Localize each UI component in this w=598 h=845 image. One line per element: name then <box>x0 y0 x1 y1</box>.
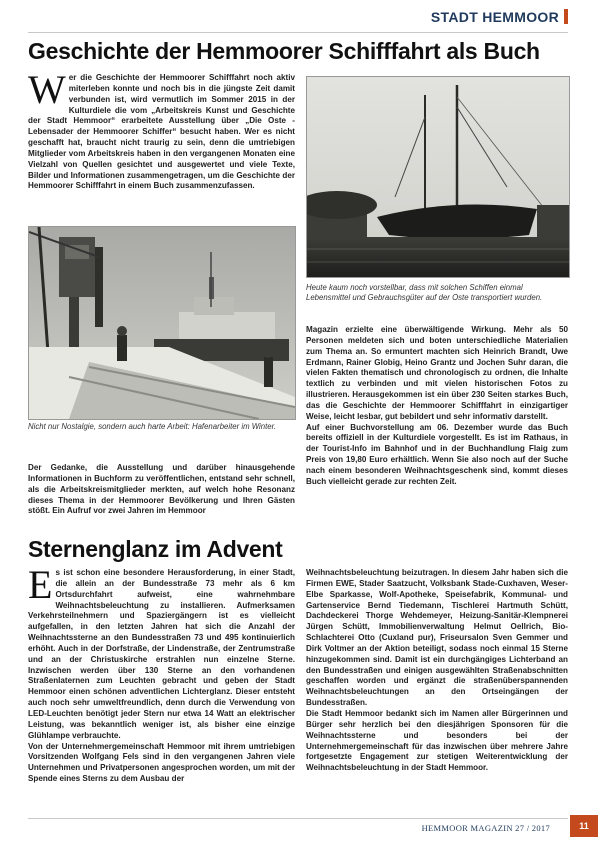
article-2-left-paragraph-2: Von der Unternehmergemeinschaft Hemmoor mit ihrem umtriebigen Vorsitzenden Wolfgang Fels sind in den vergangenen Jahren viele Unternehmen und Privatpersonen angesprochen worden, um mit der Spende eines Sterns zu dem Ausbau der <box>28 741 295 784</box>
article-2-left-text <box>28 562 295 785</box>
header-divider <box>28 32 568 33</box>
article-1-left-text: Der Gedanke, die Ausstellung und darüber hinausgehende Informationen in Buchform zu veröffentlichen, entstand sehr schnell, als die Arbeitskreismitglieder merkten, auf welch hohe Resonanz dieses Thema in der Hemmoorer Bevölkerung und Ihren Gästen stößt. Ein Aufruf vor zwei Jahren im Hemmoor <box>28 463 295 516</box>
article-1-title: Geschichte der Hemmoorer Schifffahrt als Buch <box>28 38 540 64</box>
photo-harbor-winter <box>28 226 296 420</box>
footer-magazine: HEMMOOR MAGAZIN 27 / 2017 <box>421 823 550 833</box>
article-1-intro <box>28 67 295 192</box>
dropcap-e: E <box>28 562 53 607</box>
section-label: STADT HEMMOOR <box>431 9 568 25</box>
article-2-right-paragraph-2: Die Stadt Hemmoor bedankt sich im Namen aller Bürgerinnen und Bürger sehr herzlich bei den diesjährigen Sponsoren für die Weihnachtssterne und besonders bei der Unternehmergemeinschaft für das inzwischen über mehrere Jahre fortgesetzte Engagement zur stetigen Weiterentwicklung der Weihnachtsbeleuchtung in der Stadt Hemmoor. <box>306 708 568 773</box>
sailing-ship-image <box>307 77 569 277</box>
dropcap-w: W <box>28 67 66 112</box>
footer-divider <box>28 818 568 819</box>
article-2-left-paragraph-1 <box>28 562 295 742</box>
article-2-right-paragraph-1: Weihnachtsbeleuchtung beizutragen. In diesem Jahr haben sich die Firmen EWE, Stader Saatzucht, Volksbank Stade-Cuxhaven, Weser-Elbe Sparkasse, Wolf-Apotheke, Speisefabrik, Kommunal- und Gartenservice Bernd Tiedemann, Tischlerei Hartmuth Schütt, Dachdeckerei Thorge Wehdemeyer, Heizung-Sanitär-Klempnerei Jürgen Schütt, Immobilienverwaltung Helmut Oellrich, Bio-Schlachterei Otto (Cuxland pur), Friseursalon Sven Gemmer und Dirk Voltmer an der Aktion beteiligt, sodass noch einmal 15 Sterne hinzugekommen sind. Damit ist ein durchgängiges Lichterband an den Bundesstraßen und einigen ausgewählten Straßenabschnitten geschaffen worden und ergänzt die straßenüberspannenden Weihnachtsbeleuchtungen an den Ortseingängen der Bundesstraßen. <box>306 568 568 708</box>
photo-ship-caption: Heute kaum noch vorstellbar, dass mit solchen Schiffen einmal Lebensmittel und Gebrauchsgüter auf der Oste transportiert wurden. <box>306 283 543 303</box>
harbor-winter-image <box>29 227 295 419</box>
article-1-right-text <box>306 325 568 488</box>
article-2-right-text <box>306 568 568 774</box>
article-1-intro-text: er die Geschichte der Hemmoorer Schifffahrt noch aktiv miterleben konnte und noch bis in die jüngste Zeit damit verbunden ist, wird vermutlich im Sommer 2015 in der Kulturdiele die vom „Arbeitskreis Kunst und Geschichte der Stadt Hemmoor“ erarbeitete Ausstellung über „Die Oste - Lebensader der Hemmoorer Schiffer“ besucht haben. Wer es nicht geschafft hat, braucht nicht traurig zu sein, denn die umtriebigen Mitglieder vom Arbeitskreis haben in den vergangenen Monaten eine Vielzahl von Quellen gesichtet und ausgewertet und viele Texte, Bilder und Informationen zusammengetragen, um die Geschichte der Hemmoorer Schifffahrt in einem Buch zusammenzufassen. <box>28 73 295 191</box>
article-1-right-paragraph-1: Magazin erzielte eine überwältigende Wirkung. Mehr als 50 Personen meldeten sich und boten unterschiedliche Materialien zum Thema an. So ermuntert machten sich Heinrich Brandt, Uwe Erdmann, Rainer Globig, Heino Grantz und Jochen Suhr daran, die vielen Fakten thematisch und chronologisch zu ordnen, die Inhalte textlich zu verbinden und mit vielen historischen Fotos zu illustrieren. Herausgekommen ist ein über 230 Seiten starkes Buch, das die Geschichte der Hemmoorer Schifffahrt in einzigartiger Weise, leicht lesbar, gut bebildert und sehr informativ darstellt. <box>306 325 568 421</box>
photo-harbor-caption: Nicht nur Nostalgie, sondern auch harte Arbeit: Hafenarbeiter im Winter. <box>28 422 277 431</box>
article-1-right-paragraph-2: Auf einer Buchvorstellung am 06. Dezember wurde das Buch bereits offiziell in der Kulturdiele vorgestellt. Es ist im Rathaus, in der Tourist-Info im Bahnhof und in der Buchhandlung Flaig zum Preis von 19,80 Euro erhältlich. Wenn Sie also noch auf der Suche nach einem besonderen Weihnachtsgeschenk sind, kommt dieses Buch vielleicht gerade zur rechten Zeit. <box>306 422 568 486</box>
article-2-title: Sternenglanz im Advent <box>28 536 283 562</box>
photo-sailing-ship <box>306 76 570 278</box>
page-number: 11 <box>570 815 598 837</box>
article-2-left-paragraph-1-text: s ist schon eine besondere Herausforderung, in einer Stadt, die allein an der Bundesstraße 73 mehr als 6 km Ortsdurchfahrt aufweist, eine wahrnehmbare Weihnachtsbeleuchtung zu installieren. Aufmerksamen Verkehrsteilnehmern und Spaziergängern ist es vielleicht aufgefallen, in den letzten Jahren hat sich die Anzahl der Weihnachtssterne an den Bundesstraßen 73 und 495 kontinuierlich erhöht. Auch in der Dorfstraße, der Lindenstraße, der Zentrumstraße und an der Christuskirche erstrahlen nun einzelne Sterne. Inzwischen werden über 130 Sterne an den vorhandenen Straßenlaternen zum Leuchten gebracht und geben der Stadt Hemmoor einen schönen adventlichen Lichterglanz. Dieser entsteht auch noch sehr umweltfreundlich, denn durch die Verwendung von LED-Leuchten benötigt jeder Stern nur etwa 14 Watt an elektrischer Leistung, was bekanntlich weniger ist, als bisher eine einzige Glühlampe verbrauchte. <box>28 568 295 740</box>
